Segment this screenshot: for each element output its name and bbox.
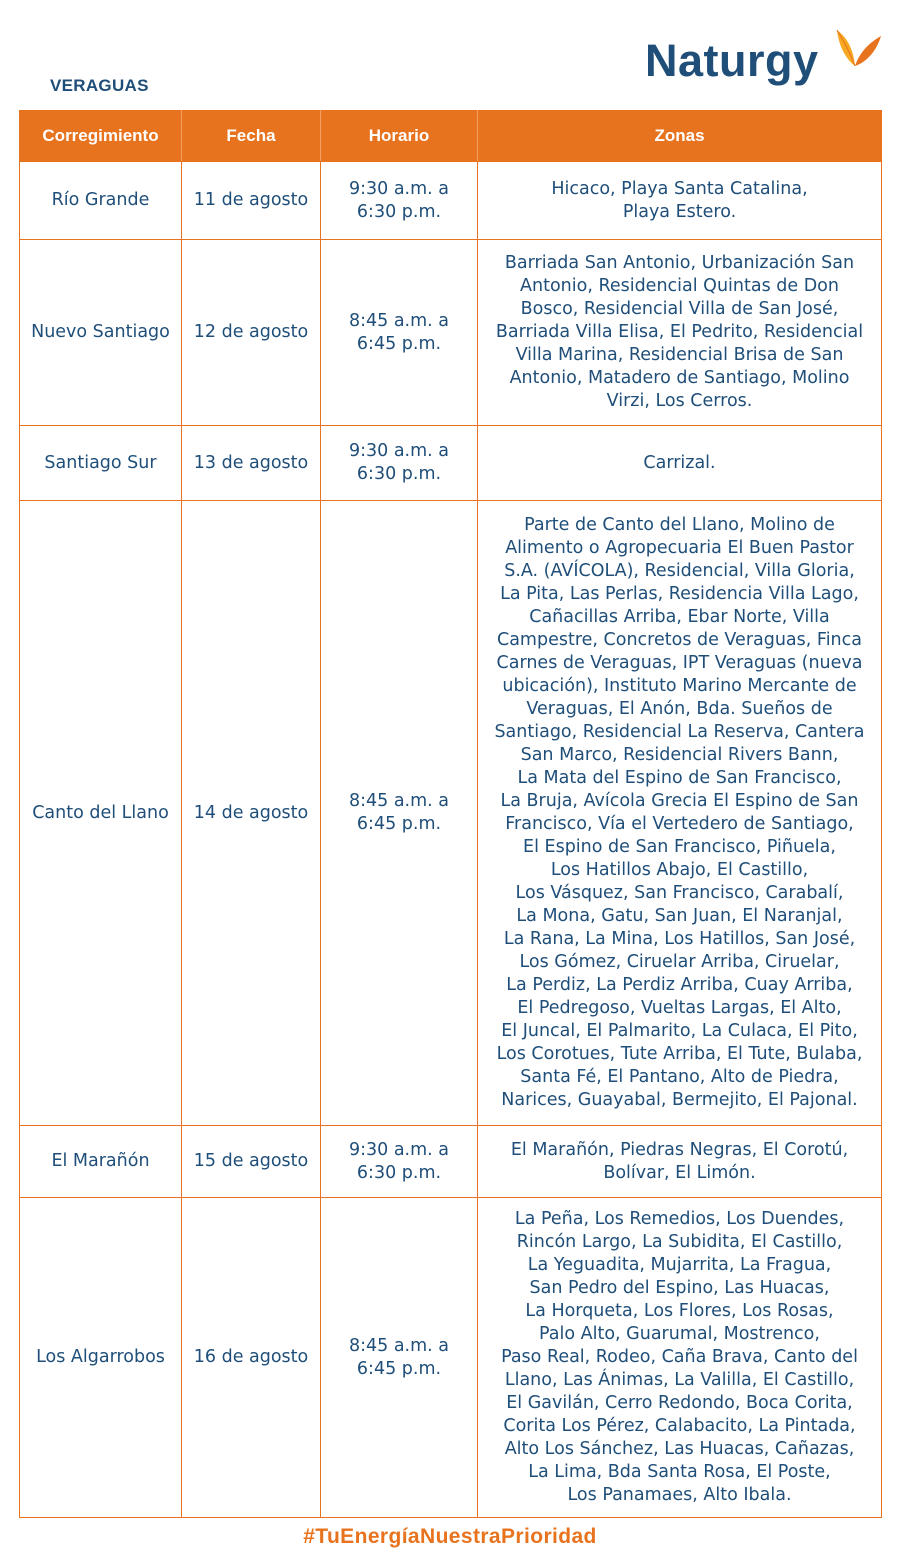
table-header-row: [20, 111, 882, 162]
horario-line: 6:30 p.m.: [356, 1162, 442, 1183]
table-row: [20, 1126, 882, 1198]
zona-line: Bolívar, El Limón.: [603, 1162, 756, 1183]
horario-line: 6:45 p.m.: [356, 814, 442, 834]
zona-line: Bosco, Residencial Villa de San José,: [520, 299, 839, 319]
zona-line: La Mona, Gatu, San Juan, El Naranjal,: [516, 906, 843, 926]
zona-line: ubicación), Instituto Marino Mercante de: [502, 676, 857, 696]
zona-line: Santa Fé, El Pantano, Alto de Piedra,: [520, 1067, 839, 1087]
cell-horario: [321, 426, 478, 501]
cell-zonas: [478, 1126, 882, 1198]
table-row: [20, 426, 882, 501]
cell-zonas: [478, 426, 882, 501]
zona-line: La Bruja, Avícola Grecia El Espino de San: [500, 791, 859, 811]
horario-line: 9:30 a.m. a: [348, 178, 450, 199]
table-body: [20, 162, 882, 1518]
cell-fecha: 13 de agosto: [182, 426, 321, 501]
zona-line: La Pita, Las Perlas, Residencia Villa Lago,: [500, 584, 859, 604]
table-row: [20, 501, 882, 1126]
zona-line: Alimento o Agropecuaria El Buen Pastor: [505, 538, 854, 558]
table-row: [20, 1198, 882, 1518]
horario-line: 6:45 p.m.: [356, 1358, 442, 1379]
horario-line: 9:30 a.m. a: [348, 441, 450, 461]
cell-corregimiento: El Marañón: [20, 1126, 182, 1198]
header-horario: Horario: [321, 111, 478, 162]
cell-fecha: 16 de agosto: [182, 1198, 321, 1518]
header-fecha: Fecha: [182, 111, 321, 162]
cell-zonas: [478, 501, 882, 1126]
zona-line: La Horqueta, Los Flores, Los Rosas,: [525, 1301, 834, 1321]
naturgy-logo: [645, 26, 885, 96]
zona-line: El Marañón, Piedras Negras, El Corotú,: [510, 1139, 849, 1160]
cell-horario: [321, 501, 478, 1126]
cell-fecha: 14 de agosto: [182, 501, 321, 1126]
zona-line: Antonio, Residencial Quintas de Don: [520, 276, 839, 296]
zona-line: San Pedro del Espino, Las Huacas,: [529, 1278, 830, 1298]
header-corregimiento: Corregimiento: [20, 111, 182, 162]
zona-line: Veraguas, El Anón, Bda. Sueños de: [526, 699, 833, 719]
header-zonas: Zonas: [478, 111, 882, 162]
zona-line: El Juncal, El Palmarito, La Culaca, El Pito,: [501, 1021, 858, 1041]
zona-line: Parte de Canto del Llano, Molino de: [524, 515, 835, 535]
zona-line: Playa Estero.: [622, 201, 737, 222]
cell-zonas: [478, 162, 882, 240]
cell-corregimiento: Santiago Sur: [20, 426, 182, 501]
zona-line: Santiago, Residencial La Reserva, Cantera: [494, 722, 865, 742]
cell-corregimiento: Canto del Llano: [20, 501, 182, 1126]
hashtag-slogan: #TuEnergíaNuestraPrioridad: [303, 1525, 597, 1548]
zona-line: Carrizal.: [643, 452, 716, 473]
zona-line: Francisco, Vía el Vertedero de Santiago,: [505, 814, 854, 834]
cell-fecha: 15 de agosto: [182, 1126, 321, 1198]
cell-fecha: 11 de agosto: [182, 162, 321, 240]
zona-line: Los Hatillos Abajo, El Castillo,: [550, 860, 809, 880]
horario-line: 6:30 p.m.: [356, 201, 442, 222]
horario-line: 9:30 a.m. a: [348, 1139, 450, 1160]
zona-line: Campestre, Concretos de Veraguas, Finca: [496, 630, 862, 650]
zona-line: Antonio, Matadero de Santiago, Molino: [509, 368, 850, 388]
zona-line: El Gavilán, Cerro Redondo, Boca Corita,: [506, 1393, 853, 1413]
zona-line: Barriada Villa Elisa, El Pedrito, Residencial: [495, 322, 864, 342]
zona-line: Rincón Largo, La Subidita, El Castillo,: [516, 1232, 843, 1252]
zona-line: La Yeguadita, Mujarrita, La Fragua,: [527, 1255, 832, 1275]
zona-line: Narices, Guayabal, Bermejito, El Pajonal.: [501, 1090, 858, 1110]
cell-zonas: [478, 240, 882, 426]
horario-line: 6:30 p.m.: [356, 464, 442, 484]
cell-horario: [321, 162, 478, 240]
zona-line: Carnes de Veraguas, IPT Veraguas (nueva: [496, 653, 863, 673]
zona-line: Llano, Las Ánimas, La Valilla, El Castillo,: [504, 1370, 855, 1390]
horario-line: 8:45 a.m. a: [348, 310, 450, 331]
zona-line: Hicaco, Playa Santa Catalina,: [551, 178, 808, 199]
zona-line: El Espino de San Francisco, Piñuela,: [523, 837, 836, 857]
zona-line: Corita Los Pérez, Calabacito, La Pintada,: [503, 1416, 856, 1436]
zona-line: Cañacillas Arriba, Ebar Norte, Villa: [529, 607, 830, 627]
cell-zonas: [478, 1198, 882, 1518]
butterfly-logo-icon: [833, 26, 883, 76]
zona-line: La Peña, Los Remedios, Los Duendes,: [514, 1209, 845, 1229]
zona-line: San Marco, Residencial Rivers Bann,: [520, 745, 839, 765]
horario-line: 8:45 a.m. a: [348, 791, 450, 811]
zona-line: Palo Alto, Guarumal, Mostrenco,: [539, 1324, 820, 1344]
zona-line: La Lima, Bda Santa Rosa, El Poste,: [528, 1462, 831, 1482]
zona-line: Los Vásquez, San Francisco, Carabalí,: [515, 883, 844, 903]
zona-line: Barriada San Antonio, Urbanización San: [504, 253, 855, 273]
cell-horario: [321, 1198, 478, 1518]
cell-fecha: 12 de agosto: [182, 240, 321, 426]
zona-line: Los Gómez, Ciruelar Arriba, Ciruelar,: [519, 952, 840, 972]
cell-corregimiento: Nuevo Santiago: [20, 240, 182, 426]
horario-line: 6:45 p.m.: [356, 333, 442, 354]
cell-corregimiento: Los Algarrobos: [20, 1198, 182, 1518]
zona-line: Los Corotues, Tute Arriba, El Tute, Bulaba,: [496, 1044, 863, 1064]
cell-horario: [321, 1126, 478, 1198]
schedule-table: [19, 110, 882, 1518]
horario-line: 8:45 a.m. a: [348, 1335, 450, 1356]
zona-line: Paso Real, Rodeo, Caña Brava, Canto del: [501, 1347, 858, 1367]
zona-line: La Mata del Espino de San Francisco,: [517, 768, 842, 788]
zona-line: La Perdiz, La Perdiz Arriba, Cuay Arriba,: [506, 975, 853, 995]
logo-wordmark: Naturgy: [645, 35, 819, 86]
zona-line: Virzi, Los Cerros.: [606, 391, 753, 411]
region-title: VERAGUAS: [50, 76, 149, 95]
cell-corregimiento: Río Grande: [20, 162, 182, 240]
zona-line: Los Panamaes, Alto Ibala.: [567, 1485, 792, 1505]
cell-horario: [321, 240, 478, 426]
zona-line: La Rana, La Mina, Los Hatillos, San José,: [503, 929, 856, 949]
zona-line: Villa Marina, Residencial Brisa de San: [515, 345, 844, 365]
table-row: [20, 240, 882, 426]
table-row: [20, 162, 882, 240]
zona-line: S.A. (AVÍCOLA), Residencial, Villa Gloria,: [504, 561, 855, 581]
zona-line: El Pedregoso, Vueltas Largas, El Alto,: [517, 998, 842, 1018]
zona-line: Alto Los Sánchez, Las Huacas, Cañazas,: [504, 1439, 855, 1459]
